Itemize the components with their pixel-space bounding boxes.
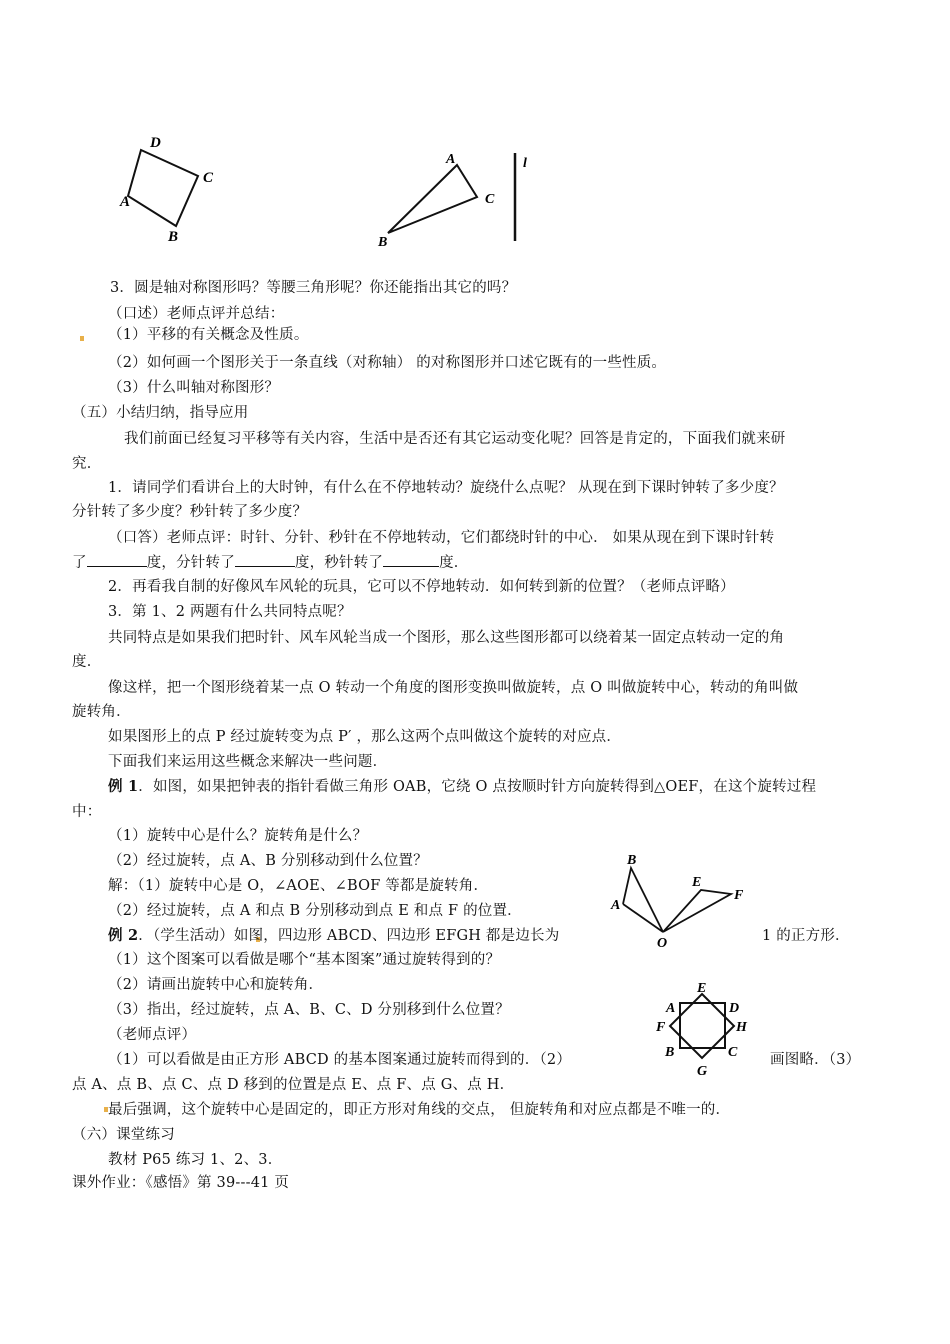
label-a: A: [666, 1001, 676, 1016]
label-c: C: [485, 192, 495, 207]
example-2-label: 例 2: [108, 927, 139, 944]
triangle-figure: [370, 145, 540, 255]
example-1-solution-2: （2）经过旋转，点 A 和点 B 分别移动到点 E 和点 F 的位置．: [108, 903, 522, 919]
corresponding-points-line: 如果图形上的点 P 经过旋转变为点 P′ ，那么这两个点叫做这个旋转的对应点．: [108, 729, 622, 745]
hour-degree-blank[interactable]: [87, 552, 147, 567]
example-1-label: 例 1: [108, 778, 139, 795]
label-l: l: [523, 156, 527, 171]
example-2-question-2: （2）请画出旋转中心和旋转角．: [108, 977, 324, 993]
label-c: C: [203, 170, 214, 186]
label-f: F: [656, 1020, 666, 1035]
question-3: 3．圆是轴对称图形吗？等腰三角形呢？你还能指出其它的吗？: [110, 280, 517, 296]
label-b: B: [168, 229, 179, 245]
clock-hands-figure: [605, 850, 760, 950]
clock-answer-part-3: 度，秒针转了: [294, 555, 384, 571]
label-c: C: [728, 1045, 738, 1060]
common-question: 3．第 1、2 两题有什么共同特点呢？: [108, 604, 352, 620]
clock-answer-line-2: [72, 552, 469, 573]
definition-line-2: 旋转角．: [72, 704, 131, 720]
clock-answer-part-1: 了: [72, 555, 87, 571]
review-item-2: （2）如何画一个图形关于一条直线（对称轴） 的对称图形并口述它既有的一些性质。: [108, 355, 667, 371]
practice-line: 教材 P65 练习 1、2、3．: [108, 1152, 283, 1168]
label-b: B: [665, 1045, 675, 1060]
example-2-solution-1-end: 画图略．（3）: [770, 1052, 861, 1068]
label-a: A: [120, 194, 131, 210]
example-2-final: 最后强调，这个旋转中心是固定的，即正方形对角线的交点， 但旋转角和对应点都是不唯一的．: [108, 1102, 731, 1118]
example-1-question-2: （2）经过旋转，点 A、B 分别移动到什么位置？: [108, 853, 428, 869]
octagram-figure: [652, 978, 752, 1078]
label-f: F: [734, 888, 744, 903]
label-d: D: [150, 135, 161, 151]
example-2-text: ．（学生活动）如图，四边形 ABCD、四边形 EFGH 都是边长为: [138, 928, 560, 944]
definition-line-1: 像这样，把一个图形绕着某一点 O 转动一个角度的图形变换叫做旋转，点 O 叫做旋转中心，转动的角叫做: [108, 680, 799, 696]
clock-answer-part-2: 度，分针转了: [146, 555, 235, 571]
example-2-review: （老师点评）: [108, 1027, 197, 1043]
clock-question-line-2: 分针转了多少度？秒针转了多少度？: [72, 504, 308, 520]
label-a: A: [446, 152, 456, 167]
label-d: D: [729, 1001, 740, 1016]
homework-line: 课外作业：《感悟》第 39---41 页: [72, 1175, 290, 1191]
label-a: A: [611, 898, 621, 913]
example-2-solution-2: 点 A、点 B、点 C、点 D 移到的位置是点 E、点 F、点 G、点 H．: [72, 1077, 515, 1093]
example-1-question-1: （1）旋转中心是什么？旋转角是什么？: [108, 828, 368, 844]
windmill-line: 2．再看我自制的好像风车风轮的玩具，它可以不停地转动．如何转到新的位置？（老师点评略）: [108, 579, 735, 595]
decor-dot: [80, 336, 84, 341]
example-2-question-3: （3）指出，经过旋转，点 A、B、C、D 分别移到什么位置？: [108, 1002, 510, 1018]
common-answer-line-2: 度．: [72, 654, 102, 670]
label-g: G: [697, 1064, 708, 1078]
example-1-text: ．如图，如果把钟表的指针看做三角形 OAB，它绕 O 点按顺时针方向旋转得到△OEF，在这个旋转过程: [138, 779, 817, 795]
example-1-solution-1: 解：（1）旋转中心是 O，∠AOE、∠BOF 等都是旋转角．: [108, 878, 489, 894]
apply-line: 下面我们来运用这些概念来解决一些问题．: [108, 754, 388, 770]
square-figure: [110, 130, 220, 245]
clock-question-line-1: 1．请同学们看讲台上的大时钟，有什么在不停地转动？旋绕什么点呢？ 从现在到下课时钟转了多少度？: [108, 480, 784, 496]
intro-line-1: 我们前面已经复习平移等有关内容，生活中是否还有其它运动变化呢？回答是肯定的，下面我们就来研: [124, 431, 786, 447]
label-e: E: [692, 875, 702, 890]
label-e: E: [697, 981, 707, 996]
minute-degree-blank[interactable]: [235, 552, 295, 567]
example-1-line-2: 中：: [72, 804, 102, 820]
intro-line-2: 究．: [72, 456, 102, 472]
label-o: O: [657, 936, 668, 950]
example-2-question-1: （1）这个图案可以看做是哪个“基本图案”通过旋转得到的？: [108, 952, 501, 968]
section-5-heading: （五）小结归纳，指导应用: [72, 405, 249, 421]
label-b: B: [627, 853, 637, 868]
review-item-1: （1）平移的有关概念及性质。: [108, 327, 309, 343]
clock-answer-part-4: 度．: [439, 555, 469, 571]
clock-answer-line-1: （口答）老师点评：时针、分针、秒针在不停地转动，它们都绕时针的中心． 如果从现在到下课时针转: [108, 530, 775, 546]
example-2-line-1-end: 1 的正方形．: [762, 928, 850, 944]
label-b: B: [378, 235, 388, 250]
section-6-heading: （六）课堂练习: [72, 1127, 175, 1143]
review-intro: （口述）老师点评并总结：: [108, 306, 285, 322]
second-degree-blank[interactable]: [383, 552, 439, 567]
example-1-line-1: [108, 777, 816, 797]
example-2-line-1: [108, 926, 559, 946]
common-answer-line-1: 共同特点是如果我们把时针、风车风轮当成一个图形，那么这些图形都可以绕着某一固定点转动一定的角: [108, 630, 785, 646]
example-2-solution-1: （1）可以看做是由正方形 ABCD 的基本图案通过旋转而得到的．（2）: [108, 1052, 572, 1068]
review-item-3: （3）什么叫轴对称图形？: [108, 380, 280, 396]
label-h: H: [736, 1020, 747, 1035]
